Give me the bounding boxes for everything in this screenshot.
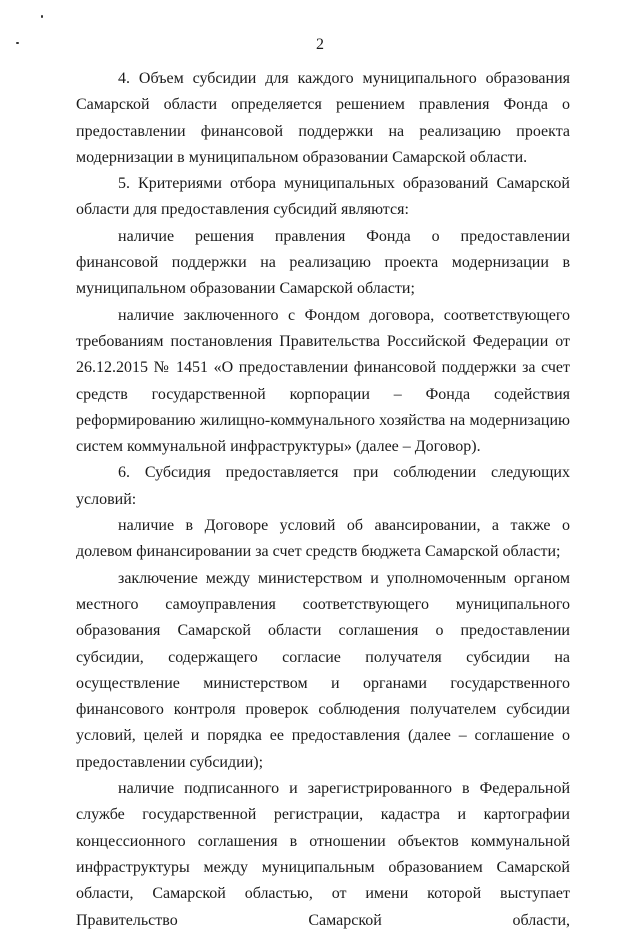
paragraph-subsidy-conditions: 6. Субсидия предоставляется при соблюдении следующих условий: (76, 464, 570, 508)
scan-speck (41, 15, 43, 18)
paragraph-fund-decision: наличие решения правления Фонда о предоставлении финансовой поддержки на реализацию проекта модернизации в муниципальном образовании Самарской области; (76, 227, 570, 298)
page-number: 2 (316, 36, 324, 53)
paragraph-subsidy-agreement: заключение между министерством и уполномоченным органом местного самоуправления соответствующего муниципального образования Самарской области соглашения о предоставлении субсидии, содержащего согласие получателя субсидии на осуществление министерством и органами государственного финансового контроля проверок соблюдения получателем субсидии условий, целей и порядка ее предоставления (далее – соглашение о предоставлении субсидии); (76, 569, 570, 771)
paragraph-selection-criteria: 5. Критериями отбора муниципальных образований Самарской области для предоставления субсидий являются: (76, 175, 570, 219)
paragraph-concession-agreement: наличие подписанного и зарегистрированного в Федеральной службе государственной регистрации, кадастра и картографии концессионного соглашения в отношении объектов коммунальной инфраструктуры между муниципальным образованием Самарской области, Самарской областью, от имени которой выступает Правительство Самарской области, (76, 780, 570, 929)
paragraph-advance-payment: наличие в Договоре условий об авансировании, а также о долевом финансировании за счет средств бюджета Самарской области; (76, 517, 570, 561)
paragraph-fund-contract: наличие заключенного с Фондом договора, соответствующего требованиям постановления Правительства Российской Федерации от 26.12.2015 № 1451 «О предоставлении финансовой поддержки за счет средств государственной корпорации – Фонда содействия реформированию жилищно-коммунального хозяйства на модернизацию систем коммунальной инфраструктуры» (далее – Договор). (76, 306, 570, 456)
document-body (76, 66, 570, 934)
paragraph-subsidy-volume: 4. Объем субсидии для каждого муниципального образования Самарской области определяется решением правления Фонда о предоставлении финансовой поддержки на реализацию проекта модернизации в муниципальном образовании Самарской области. (76, 70, 570, 166)
